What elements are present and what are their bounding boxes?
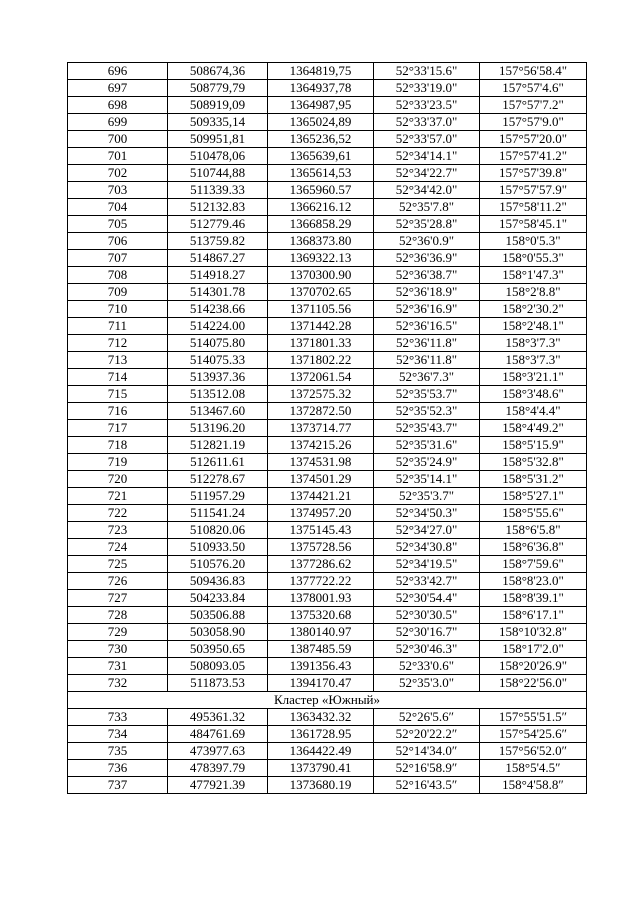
point-number-cell: 732 <box>68 675 168 692</box>
x-coordinate-cell: 503058.90 <box>168 624 268 641</box>
longitude-cell: 157°57'4.6" <box>480 80 587 97</box>
latitude-cell: 52°33'37.0" <box>374 114 480 131</box>
latitude-cell: 52°26'5.6″ <box>374 709 480 726</box>
point-number-cell: 698 <box>68 97 168 114</box>
point-number-cell: 722 <box>68 505 168 522</box>
y-coordinate-cell: 1373714.77 <box>268 420 374 437</box>
point-number-cell: 702 <box>68 165 168 182</box>
table-row <box>68 539 587 556</box>
x-coordinate-cell: 508093.05 <box>168 658 268 675</box>
y-coordinate-cell: 1377286.62 <box>268 556 374 573</box>
x-coordinate-cell: 473977.63 <box>168 743 268 760</box>
table-row <box>68 505 587 522</box>
y-coordinate-cell: 1380140.97 <box>268 624 374 641</box>
point-number-cell: 729 <box>68 624 168 641</box>
y-coordinate-cell: 1373790.41 <box>268 760 374 777</box>
longitude-cell: 157°54'25.6″ <box>480 726 587 743</box>
y-coordinate-cell: 1365614,53 <box>268 165 374 182</box>
latitude-cell: 52°36'18.9" <box>374 284 480 301</box>
x-coordinate-cell: 513196.20 <box>168 420 268 437</box>
y-coordinate-cell: 1387485.59 <box>268 641 374 658</box>
y-coordinate-cell: 1374421.21 <box>268 488 374 505</box>
x-coordinate-cell: 504233.84 <box>168 590 268 607</box>
x-coordinate-cell: 509951,81 <box>168 131 268 148</box>
longitude-cell: 157°57'39.8" <box>480 165 587 182</box>
table-row <box>68 97 587 114</box>
x-coordinate-cell: 513937.36 <box>168 369 268 386</box>
point-number-cell: 721 <box>68 488 168 505</box>
y-coordinate-cell: 1374531.98 <box>268 454 374 471</box>
point-number-cell: 710 <box>68 301 168 318</box>
latitude-cell: 52°34'50.3" <box>374 505 480 522</box>
latitude-cell: 52°35'53.7" <box>374 386 480 403</box>
table-row <box>68 165 587 182</box>
longitude-cell: 158°2'8.8" <box>480 284 587 301</box>
latitude-cell: 52°33'42.7" <box>374 573 480 590</box>
table-row <box>68 437 587 454</box>
latitude-cell: 52°35'3.7" <box>374 488 480 505</box>
y-coordinate-cell: 1377722.22 <box>268 573 374 590</box>
cluster-header-row <box>68 692 587 709</box>
point-number-cell: 736 <box>68 760 168 777</box>
x-coordinate-cell: 510478,06 <box>168 148 268 165</box>
y-coordinate-cell: 1375728.56 <box>268 539 374 556</box>
y-coordinate-cell: 1372061.54 <box>268 369 374 386</box>
table-row <box>68 420 587 437</box>
y-coordinate-cell: 1369322.13 <box>268 250 374 267</box>
x-coordinate-cell: 514301.78 <box>168 284 268 301</box>
point-number-cell: 719 <box>68 454 168 471</box>
longitude-cell: 157°57'57.9" <box>480 182 587 199</box>
x-coordinate-cell: 508919,09 <box>168 97 268 114</box>
y-coordinate-cell: 1366858.29 <box>268 216 374 233</box>
cluster-label: Кластер «Южный» <box>68 692 587 709</box>
latitude-cell: 52°35'24.9" <box>374 454 480 471</box>
latitude-cell: 52°34'19.5" <box>374 556 480 573</box>
latitude-cell: 52°16'43.5″ <box>374 777 480 794</box>
x-coordinate-cell: 514238.66 <box>168 301 268 318</box>
latitude-cell: 52°36'16.5" <box>374 318 480 335</box>
y-coordinate-cell: 1364987,95 <box>268 97 374 114</box>
table-row <box>68 573 587 590</box>
x-coordinate-cell: 512611.61 <box>168 454 268 471</box>
table-row <box>68 369 587 386</box>
longitude-cell: 158°2'30.2" <box>480 301 587 318</box>
x-coordinate-cell: 477921.39 <box>168 777 268 794</box>
longitude-cell: 158°5'55.6" <box>480 505 587 522</box>
x-coordinate-cell: 503506.88 <box>168 607 268 624</box>
y-coordinate-cell: 1394170.47 <box>268 675 374 692</box>
point-number-cell: 720 <box>68 471 168 488</box>
point-number-cell: 714 <box>68 369 168 386</box>
table-row <box>68 182 587 199</box>
x-coordinate-cell: 508674,36 <box>168 63 268 80</box>
table-row <box>68 454 587 471</box>
x-coordinate-cell: 514867.27 <box>168 250 268 267</box>
table-row <box>68 777 587 794</box>
point-number-cell: 723 <box>68 522 168 539</box>
latitude-cell: 52°16'58.9″ <box>374 760 480 777</box>
point-number-cell: 700 <box>68 131 168 148</box>
x-coordinate-cell: 512278.67 <box>168 471 268 488</box>
table-row <box>68 148 587 165</box>
latitude-cell: 52°35'52.3" <box>374 403 480 420</box>
longitude-cell: 158°8'23.0" <box>480 573 587 590</box>
y-coordinate-cell: 1374501.29 <box>268 471 374 488</box>
longitude-cell: 158°1'47.3" <box>480 267 587 284</box>
longitude-cell: 158°4'58.8″ <box>480 777 587 794</box>
point-number-cell: 718 <box>68 437 168 454</box>
x-coordinate-cell: 513467.60 <box>168 403 268 420</box>
y-coordinate-cell: 1361728.95 <box>268 726 374 743</box>
longitude-cell: 157°58'45.1" <box>480 216 587 233</box>
x-coordinate-cell: 513512.08 <box>168 386 268 403</box>
table-row <box>68 488 587 505</box>
longitude-cell: 158°3'21.1" <box>480 369 587 386</box>
point-number-cell: 733 <box>68 709 168 726</box>
latitude-cell: 52°35'43.7" <box>374 420 480 437</box>
point-number-cell: 699 <box>68 114 168 131</box>
latitude-cell: 52°30'46.3" <box>374 641 480 658</box>
point-number-cell: 704 <box>68 199 168 216</box>
latitude-cell: 52°34'27.0" <box>374 522 480 539</box>
x-coordinate-cell: 509335,14 <box>168 114 268 131</box>
latitude-cell: 52°35'28.8" <box>374 216 480 233</box>
latitude-cell: 52°36'16.9" <box>374 301 480 318</box>
y-coordinate-cell: 1363432.32 <box>268 709 374 726</box>
latitude-cell: 52°36'7.3" <box>374 369 480 386</box>
x-coordinate-cell: 510744,88 <box>168 165 268 182</box>
point-number-cell: 727 <box>68 590 168 607</box>
table-row <box>68 250 587 267</box>
table-row <box>68 675 587 692</box>
x-coordinate-cell: 510933.50 <box>168 539 268 556</box>
table-row <box>68 63 587 80</box>
longitude-cell: 158°5'15.9" <box>480 437 587 454</box>
table-row <box>68 267 587 284</box>
table-row <box>68 590 587 607</box>
table-row <box>68 80 587 97</box>
x-coordinate-cell: 514224.00 <box>168 318 268 335</box>
table-row <box>68 403 587 420</box>
x-coordinate-cell: 511957.29 <box>168 488 268 505</box>
x-coordinate-cell: 514918.27 <box>168 267 268 284</box>
longitude-cell: 157°56'52.0″ <box>480 743 587 760</box>
point-number-cell: 712 <box>68 335 168 352</box>
longitude-cell: 158°2'48.1" <box>480 318 587 335</box>
x-coordinate-cell: 512132.83 <box>168 199 268 216</box>
table-row <box>68 556 587 573</box>
longitude-cell: 158°10'32.8" <box>480 624 587 641</box>
longitude-cell: 158°6'36.8" <box>480 539 587 556</box>
y-coordinate-cell: 1365024,89 <box>268 114 374 131</box>
longitude-cell: 158°6'17.1" <box>480 607 587 624</box>
y-coordinate-cell: 1370300.90 <box>268 267 374 284</box>
y-coordinate-cell: 1365639,61 <box>268 148 374 165</box>
y-coordinate-cell: 1375320.68 <box>268 607 374 624</box>
x-coordinate-cell: 503950.65 <box>168 641 268 658</box>
point-number-cell: 711 <box>68 318 168 335</box>
table-row <box>68 471 587 488</box>
x-coordinate-cell: 509436.83 <box>168 573 268 590</box>
longitude-cell: 158°3'7.3" <box>480 352 587 369</box>
latitude-cell: 52°34'14.1" <box>374 148 480 165</box>
longitude-cell: 158°0'5.3" <box>480 233 587 250</box>
table-row <box>68 335 587 352</box>
longitude-cell: 158°5'27.1" <box>480 488 587 505</box>
y-coordinate-cell: 1370702.65 <box>268 284 374 301</box>
longitude-cell: 157°57'7.2" <box>480 97 587 114</box>
latitude-cell: 52°36'0.9" <box>374 233 480 250</box>
x-coordinate-cell: 484761.69 <box>168 726 268 743</box>
x-coordinate-cell: 510820.06 <box>168 522 268 539</box>
longitude-cell: 158°20'26.9" <box>480 658 587 675</box>
point-number-cell: 696 <box>68 63 168 80</box>
longitude-cell: 158°17'2.0" <box>480 641 587 658</box>
table-row <box>68 726 587 743</box>
table-row <box>68 216 587 233</box>
point-number-cell: 731 <box>68 658 168 675</box>
latitude-cell: 52°36'11.8" <box>374 335 480 352</box>
latitude-cell: 52°36'36.9" <box>374 250 480 267</box>
latitude-cell: 52°34'22.7" <box>374 165 480 182</box>
latitude-cell: 52°35'7.8" <box>374 199 480 216</box>
latitude-cell: 52°34'42.0" <box>374 182 480 199</box>
longitude-cell: 157°57'9.0" <box>480 114 587 131</box>
longitude-cell: 158°7'59.6" <box>480 556 587 573</box>
y-coordinate-cell: 1371802.22 <box>268 352 374 369</box>
longitude-cell: 157°58'11.2" <box>480 199 587 216</box>
longitude-cell: 157°56'58.4" <box>480 63 587 80</box>
latitude-cell: 52°36'38.7" <box>374 267 480 284</box>
longitude-cell: 157°57'20.0" <box>480 131 587 148</box>
y-coordinate-cell: 1364422.49 <box>268 743 374 760</box>
latitude-cell: 52°30'16.7" <box>374 624 480 641</box>
latitude-cell: 52°33'0.6" <box>374 658 480 675</box>
x-coordinate-cell: 511541.24 <box>168 505 268 522</box>
table-row <box>68 386 587 403</box>
table-row <box>68 760 587 777</box>
latitude-cell: 52°14'34.0″ <box>374 743 480 760</box>
y-coordinate-cell: 1365236,52 <box>268 131 374 148</box>
table-row <box>68 131 587 148</box>
longitude-cell: 158°4'4.4" <box>480 403 587 420</box>
y-coordinate-cell: 1371105.56 <box>268 301 374 318</box>
latitude-cell: 52°33'57.0" <box>374 131 480 148</box>
table-row <box>68 301 587 318</box>
coordinates-table-body <box>68 63 587 794</box>
latitude-cell: 52°33'23.5" <box>374 97 480 114</box>
point-number-cell: 726 <box>68 573 168 590</box>
table-row <box>68 352 587 369</box>
table-row <box>68 284 587 301</box>
longitude-cell: 158°3'48.6" <box>480 386 587 403</box>
latitude-cell: 52°34'30.8" <box>374 539 480 556</box>
latitude-cell: 52°30'54.4" <box>374 590 480 607</box>
longitude-cell: 158°5'32.8" <box>480 454 587 471</box>
y-coordinate-cell: 1374957.20 <box>268 505 374 522</box>
longitude-cell: 158°22'56.0" <box>480 675 587 692</box>
point-number-cell: 706 <box>68 233 168 250</box>
latitude-cell: 52°33'19.0" <box>374 80 480 97</box>
coordinates-table <box>67 62 587 794</box>
longitude-cell: 157°55'51.5″ <box>480 709 587 726</box>
table-row <box>68 709 587 726</box>
y-coordinate-cell: 1366216.12 <box>268 199 374 216</box>
longitude-cell: 158°5'4.5″ <box>480 760 587 777</box>
table-row <box>68 522 587 539</box>
point-number-cell: 708 <box>68 267 168 284</box>
point-number-cell: 697 <box>68 80 168 97</box>
table-row <box>68 743 587 760</box>
point-number-cell: 716 <box>68 403 168 420</box>
point-number-cell: 737 <box>68 777 168 794</box>
point-number-cell: 735 <box>68 743 168 760</box>
point-number-cell: 707 <box>68 250 168 267</box>
table-row <box>68 658 587 675</box>
table-row <box>68 199 587 216</box>
table-row <box>68 607 587 624</box>
x-coordinate-cell: 478397.79 <box>168 760 268 777</box>
x-coordinate-cell: 514075.80 <box>168 335 268 352</box>
table-row <box>68 641 587 658</box>
latitude-cell: 52°35'3.0" <box>374 675 480 692</box>
y-coordinate-cell: 1372575.32 <box>268 386 374 403</box>
longitude-cell: 158°8'39.1" <box>480 590 587 607</box>
y-coordinate-cell: 1374215.26 <box>268 437 374 454</box>
y-coordinate-cell: 1364937,78 <box>268 80 374 97</box>
x-coordinate-cell: 511339.33 <box>168 182 268 199</box>
y-coordinate-cell: 1375145.43 <box>268 522 374 539</box>
point-number-cell: 709 <box>68 284 168 301</box>
y-coordinate-cell: 1373680.19 <box>268 777 374 794</box>
latitude-cell: 52°36'11.8" <box>374 352 480 369</box>
y-coordinate-cell: 1371801.33 <box>268 335 374 352</box>
point-number-cell: 734 <box>68 726 168 743</box>
latitude-cell: 52°35'14.1" <box>374 471 480 488</box>
point-number-cell: 715 <box>68 386 168 403</box>
x-coordinate-cell: 510576.20 <box>168 556 268 573</box>
table-row <box>68 624 587 641</box>
x-coordinate-cell: 495361.32 <box>168 709 268 726</box>
y-coordinate-cell: 1365960.57 <box>268 182 374 199</box>
x-coordinate-cell: 512821.19 <box>168 437 268 454</box>
x-coordinate-cell: 512779.46 <box>168 216 268 233</box>
longitude-cell: 158°4'49.2" <box>480 420 587 437</box>
x-coordinate-cell: 511873.53 <box>168 675 268 692</box>
table-row <box>68 114 587 131</box>
y-coordinate-cell: 1372872.50 <box>268 403 374 420</box>
x-coordinate-cell: 513759.82 <box>168 233 268 250</box>
latitude-cell: 52°33'15.6" <box>374 63 480 80</box>
point-number-cell: 717 <box>68 420 168 437</box>
point-number-cell: 728 <box>68 607 168 624</box>
y-coordinate-cell: 1391356.43 <box>268 658 374 675</box>
longitude-cell: 158°6'5.8" <box>480 522 587 539</box>
point-number-cell: 701 <box>68 148 168 165</box>
longitude-cell: 158°5'31.2" <box>480 471 587 488</box>
table-row <box>68 318 587 335</box>
y-coordinate-cell: 1364819,75 <box>268 63 374 80</box>
point-number-cell: 730 <box>68 641 168 658</box>
latitude-cell: 52°35'31.6" <box>374 437 480 454</box>
y-coordinate-cell: 1378001.93 <box>268 590 374 607</box>
x-coordinate-cell: 508779,79 <box>168 80 268 97</box>
latitude-cell: 52°20'22.2″ <box>374 726 480 743</box>
y-coordinate-cell: 1371442.28 <box>268 318 374 335</box>
point-number-cell: 724 <box>68 539 168 556</box>
y-coordinate-cell: 1368373.80 <box>268 233 374 250</box>
point-number-cell: 705 <box>68 216 168 233</box>
longitude-cell: 158°0'55.3" <box>480 250 587 267</box>
x-coordinate-cell: 514075.33 <box>168 352 268 369</box>
point-number-cell: 713 <box>68 352 168 369</box>
longitude-cell: 158°3'7.3" <box>480 335 587 352</box>
latitude-cell: 52°30'30.5" <box>374 607 480 624</box>
point-number-cell: 725 <box>68 556 168 573</box>
longitude-cell: 157°57'41.2" <box>480 148 587 165</box>
point-number-cell: 703 <box>68 182 168 199</box>
table-row <box>68 233 587 250</box>
